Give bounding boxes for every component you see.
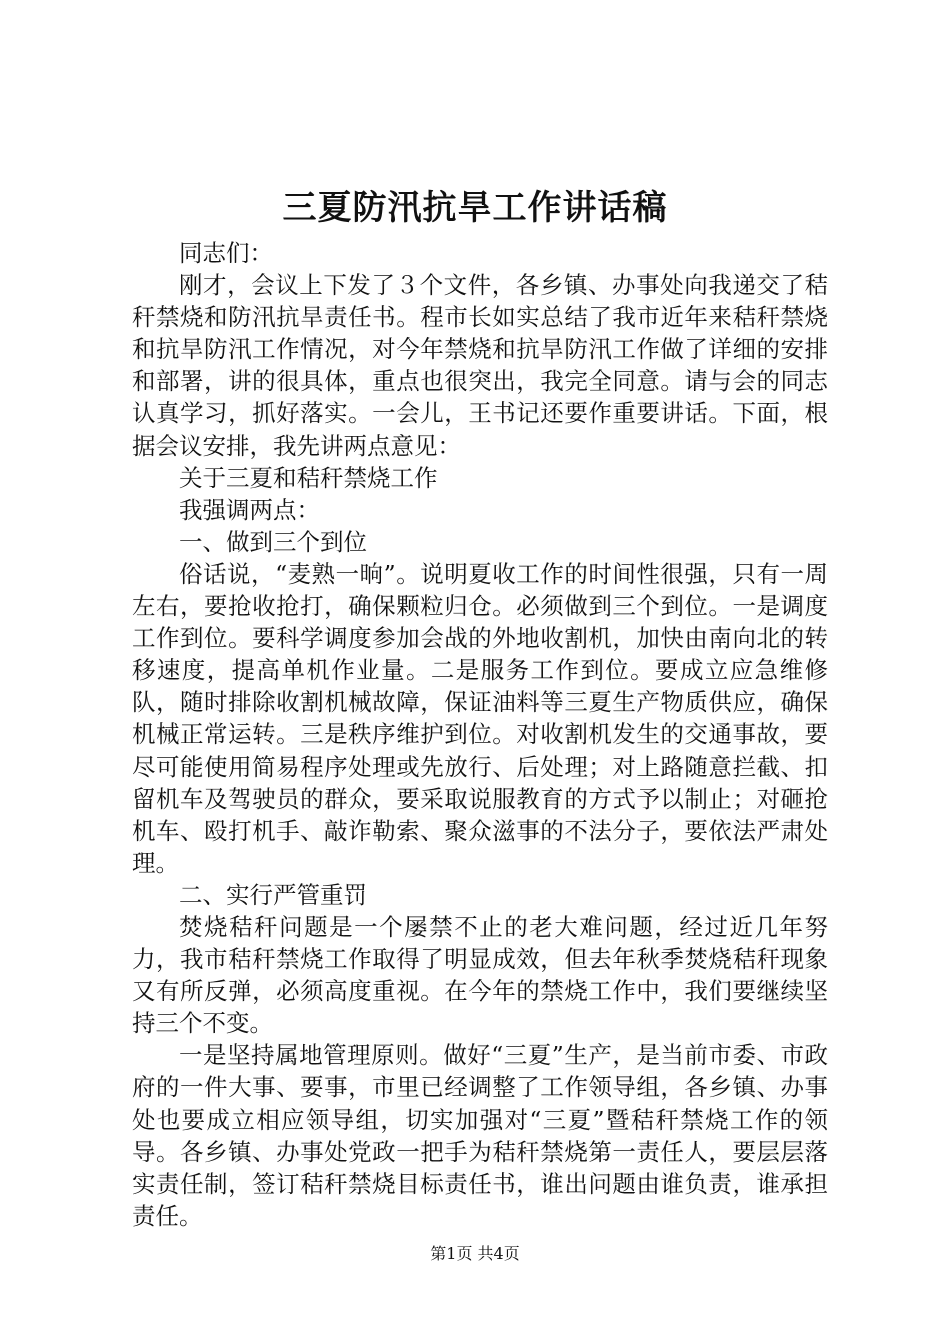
paragraph-straw-burning: 焚烧秸秆问题是一个屡禁不止的老大难问题，经过近几年努力，我市秸秆禁烧工作取得了明显成效，但去年秋季焚烧秸秆现象又有所反弹，必须高度重视。在今年的禁烧工作中，我们要继续坚持三个不变。 [132, 912, 828, 1038]
document-body [132, 237, 828, 1232]
section-heading-summer-harvest: 关于三夏和秸秆禁烧工作 [179, 463, 438, 492]
paragraph-territorial-management: 一是坚持属地管理原则。做好“三夏”生产，是当前市委、市政府的一件大事、要事，市里已经调整了工作领导组，各乡镇、办事处也要成立相应领导组，切实加强对“三夏”暨秸秆禁烧工作的领导。各乡镇、办事处党政一把手为秸秆禁烧第一责任人，要层层落实责任制，签订秸秆禁烧目标责任书，谁出问题由谁负责，谁承担责任。 [132, 1041, 828, 1230]
paragraph-intro: 刚才，会议上下发了３个文件，各乡镇、办事处向我递交了秸秆禁烧和防汛抗旱责任书。程市长如实总结了我市近年来秸秆禁烧和抗旱防汛工作情况，对今年禁烧和抗旱防汛工作做了详细的安排和部署，讲的很具体，重点也很突出，我完全同意。请与会的同志认真学习，抓好落实。一会儿，王书记还要作重要讲话。下面，根据会议安排，我先讲两点意见： [132, 271, 828, 460]
paragraph-harvest-details: 俗话说，“麦熟一晌”。说明夏收工作的时间性很强，只有一周左右，要抢收抢打，确保颗粒归仓。必须做到三个到位。一是调度工作到位。要科学调度参加会战的外地收割机，加快由南向北的转移速度，提高单机作业量。二是服务工作到位。要成立应急维修队，随时排除收割机械故障，保证油料等三夏生产物质供应，确保机械正常运转。三是秩序维护到位。对收割机发生的交通事故，要尽可能使用简易程序处理或先放行、后处理；对上路随意拦截、扣留机车及驾驶员的群众，要采取说服教育的方式予以制止；对砸抢机车、殴打机手、敲诈勒索、聚众滋事的不法分子，要依法严肃处理。 [132, 559, 828, 877]
page-footer: 第1页 共4页 [430, 1244, 520, 1263]
paragraph-two-points: 我强调两点： [179, 495, 320, 524]
subheading-strict-management: 二、实行严管重罚 [179, 880, 367, 909]
subheading-three-in-place: 一、做到三个到位 [179, 527, 367, 556]
document-title: 三夏防汛抗旱工作讲话稿 [282, 188, 668, 228]
paragraph-salutation: 同志们： [179, 239, 273, 267]
